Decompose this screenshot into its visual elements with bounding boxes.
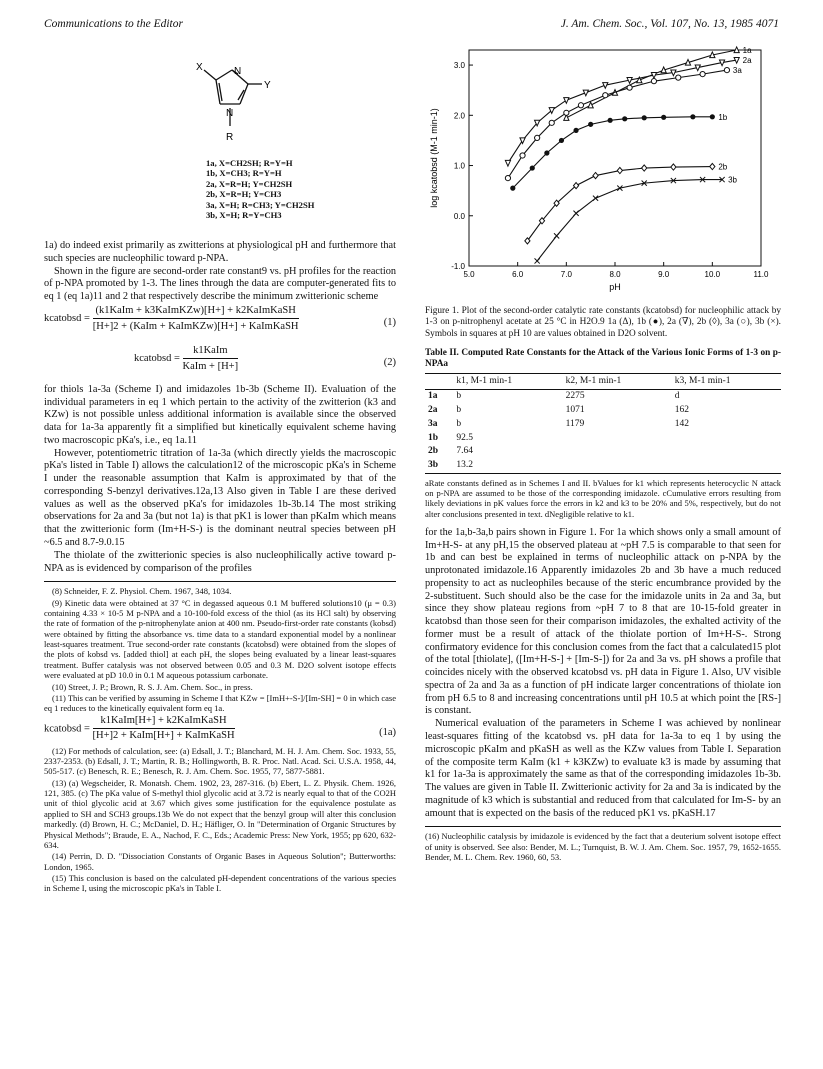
series-label-1a: 1a [742, 46, 752, 55]
data-point-1b [544, 150, 549, 155]
imidazole-structure [44, 40, 396, 240]
data-point-1a [661, 67, 666, 73]
data-point-2a [627, 78, 632, 84]
data-point-1b [530, 165, 535, 170]
data-point-3a [676, 75, 681, 80]
equation-1-fraction [93, 304, 299, 333]
right-column [425, 40, 781, 862]
data-point-1b [642, 115, 647, 120]
footnotes-left [44, 581, 396, 893]
data-point-1b [690, 114, 695, 119]
data-point-3a [535, 135, 540, 140]
x-tick-label: 7.0 [560, 270, 572, 279]
table-cell: 2a [428, 405, 438, 416]
data-point-2a [564, 98, 569, 104]
eq1-denominator: [H+]2 + (KaIm + KaImKZw)[H+] + KaImKaSH [92, 320, 299, 332]
data-point-3b [593, 196, 598, 201]
data-point-3a [700, 72, 705, 77]
imidazole-ring-drawing [174, 48, 294, 156]
paragraph: The thiolate of the zwitterionic species is also nucleophilically active toward p-NPA as is evidenced by comparison of the profiles [44, 549, 396, 574]
table-row [425, 404, 781, 418]
data-point-2a [603, 83, 608, 89]
atom-y: Y [264, 80, 271, 91]
data-point-3a [520, 153, 525, 158]
data-point-3a [578, 103, 583, 108]
x-tick-label: 5.0 [463, 270, 475, 279]
compound-list [206, 158, 314, 221]
data-point-2b [710, 163, 715, 169]
data-point-1b [588, 122, 593, 127]
reference-8: (8) Schneider, F. Z. Physiol. Chem. 1967, 348, 1034. [52, 586, 232, 597]
footnotes-right [425, 826, 781, 862]
equation-1a-fraction [93, 715, 235, 744]
data-point-2b [642, 165, 647, 171]
rate-constants-table [425, 373, 781, 474]
data-point-2a [719, 60, 724, 66]
table-cell [563, 432, 672, 446]
table-header: k1, M-1 min-1 [453, 373, 562, 390]
atom-n1: N [226, 108, 234, 119]
kcat-label: kcatobsd = [44, 312, 90, 324]
table-cell: d [674, 391, 680, 402]
paragraph: for the 1a,b-3a,b pairs shown in Figure 1. For 1a which shows only a small amount of Im+H-S- at any pH,15 the observed plateau at ~pH 7.5 is comparable to that seen for 1b and can best be explained in terms of nucleophilic attack on p-NPA by the unprotonated imidazole.16 Apparently imidazoles 2b and 3b have a much reduced propensity to act as nucleophiles because of the steric encumbrance provided by the 2-substituent. Such should also be the case for the imidazole units in 2a and 3a, but since they show plateau regions from ~pH 7 to 8 that are 10-15-fold greater in kcatobsd than those seen for their comparison imidazoles, the exhalted activity of the former must be a result of attack of the thiolate portion of Im+H-S-. Strong confirmatory evidence for this conclusion comes from the fact that a calculated15 plot of the total [thiolate], ([Im+H-S-] + [Im-S-]) for 2a and 3a vs. pH shows a profile that coincides nicely with the observed kcatobsd vs. pH data in Figure 1. Also, UV visible spectra of 2a and 3a as a function of pH indicate larger concentrations of thiolate ion from pH 6.5 to 8 and increasing concentrations until pH 10.5 at which point the [RS-] is constant. [425, 526, 781, 717]
table-cell: 2275 [565, 391, 585, 402]
table-cell: 7.64 [456, 446, 474, 457]
data-point-1a [734, 47, 739, 53]
compound-3b: 3b, X=H; R=Y=CH3 [206, 210, 282, 221]
ph-rate-profile-chart [425, 40, 781, 302]
data-point-3a [564, 110, 569, 115]
data-point-1b [573, 128, 578, 133]
table-cell: 2b [428, 446, 439, 457]
eq1-number: (1) [383, 316, 396, 328]
table-cell [672, 459, 781, 473]
table-cell: 13.2 [453, 459, 562, 473]
table-row [425, 390, 781, 404]
table-header: k3, M-1 min-1 [672, 373, 781, 390]
series-line-3a [508, 70, 727, 178]
paragraph: Numerical evaluation of the parameters in Scheme I was achieved by nonlinear least-squares fitting of the kcatobsd vs. pH data for 1a-3a to eq 1 by using the microscopic pKaIm and pKaSH as well as the KZw values from Table I. Separation of the composite term KaIm (k1 + k3KZw) to evaluate k3 is made by assuming that k1 for 1a-3a is approximately the same as that of the corresponding imidazoles 1b-3b. The values are given in Table II. Zwitterionic activity for 2a and 3a is indicated by the magnitude of k3 which is substantial and reduced from that calculated for Im-S- by an amount that is expected on the basis of the reduced pK1 vs. pKaSH.17 [425, 718, 781, 819]
data-point-2b [671, 164, 676, 170]
x-tick-label: 9.0 [658, 270, 670, 279]
table-cell: 1071 [565, 405, 585, 416]
x-tick-label: 11.0 [753, 270, 769, 279]
data-point-2a [671, 70, 676, 76]
equation-2-fraction [183, 344, 239, 373]
x-axis-label: pH [609, 282, 621, 292]
data-point-1a [710, 52, 715, 58]
atom-n3: N [234, 66, 242, 77]
eq1-numerator: (k1KaIm + k3KaImKZw)[H+] + k2KaImKaSH [93, 304, 299, 319]
table-cell: b [456, 405, 462, 416]
compound-3a: 3a, X=H; R=CH3; Y=CH2SH [206, 199, 315, 210]
reference-9: (9) Kinetic data were obtained at 37 °C in degassed aqueous 0.1 M buffered solutions10 (μ = 0.3) containing 4.33 × 10-5 M p-NPA and a 10-100-fold excess of the thiol (as its HCl salt) by observing the rate of formation of the p-nitrophenylate anion at 400 nm. Pseudo-first-order rate constants (kobsd) were obtained by fitting the absorbance vs. time data to a standard exponential model by a nonlinear least-squares treatment. True second-order rate constants (kcatobsd) were obtained from the slopes of the plots of kobsd vs. [added thiol] at each pH, the slopes being evaluated by a linear least-squares treatment. Buffer catalysis was not observed between 0.05 and 0.3 M. D2O solvent isotope effects were evaluated at pD 10.0 in 0.1 M aqueous potassium carbonate. [44, 597, 396, 681]
data-point-1b [710, 114, 715, 119]
data-point-3a [724, 67, 729, 72]
reference-11: (11) This can be verified by assuming in Scheme I that KZw = [ImH+-S-]/[Im-SH] = 0 in which case eq 1 reduces to the kinetically equivalent form eq 1a. [44, 692, 396, 714]
series-line-1b [513, 117, 713, 188]
table-row [425, 432, 781, 446]
atom-x: X [196, 62, 203, 73]
data-point-1b [608, 118, 613, 123]
equation-2 [44, 344, 396, 384]
table-cell: 142 [674, 418, 690, 429]
data-point-2b [617, 167, 622, 173]
table-header [425, 373, 453, 390]
table-footnote: aRate constants defined as in Schemes I and II. bValues for k1 which represents heterocyclic N attack on p-NPA are assumed to be those of the corresponding imidazole. cCumulative errors resulting from likely deviations in pK values force the errors in k2 and k3 to be 20% and 5%, respectively, but do not alter conclusions presented in text. dNegligible relative to k1. [425, 478, 781, 519]
data-point-3a [505, 175, 510, 180]
table-cell: 1b [428, 432, 439, 443]
data-point-2a [505, 160, 510, 166]
paragraph: However, potentiometric titration of 1a-3a (which directly yields the macroscopic pKa's listed in Table I) allows the calculation12 of the microscopic pKa's in Scheme I under the reasonable assumption that KaIm is approximated by that of the corresponding S-benzyl derivatives.12a,13 Also given in Table I are these derived values as well as the observed pKa's for imidazoles 1b-3b.14 The most striking observations for 2a and 3a (but not 1a) is that pK1 is lower than pKaIm which means that the zwitterionic form (Im+H-S-) is the dominant neutral species between pH ~6.5 and 8.7-9.0.15 [44, 447, 396, 549]
figure-1 [425, 40, 781, 302]
table-cell: b [456, 418, 462, 429]
series-label-2a: 2a [742, 56, 752, 66]
reference-10: (10) Street, J. P.; Brown, R. S. J. Am. Chem. Soc., in press. [52, 681, 253, 692]
eq1a-number: (1a) [379, 726, 396, 738]
paragraph: for thiols 1a-3a (Scheme I) and imidazoles 1b-3b (Scheme II). Evaluation of the individual parameters in eq 1 which pertain to the activity of the zwitterion (k3 and KZw) is not possible unless additional information is available since the observed data for 1a-3a apparently fit a simplified but kinetically equivalent scheme having two macroscopic pKa's, i.e., eq 1a.11 [44, 383, 396, 446]
series-line-3b [537, 180, 722, 261]
table-cell: b [456, 391, 462, 402]
data-point-1a [588, 102, 593, 108]
data-point-3a [651, 79, 656, 84]
data-point-3a [549, 120, 554, 125]
table-cell: 92.5 [456, 432, 474, 443]
reference-16: (16) Nucleophilic catalysis by imidazole is evidenced by the fact that a deuterium solvent isotope effect of unity is observed. See also: Bender, M. L.; Turnquist, B. W. J. Am. Chem. Soc. 1957, 79, 1652-1655. Bender, M. L. Chem. Rev. 1960, 60, 53. [425, 831, 781, 863]
eq1a-denominator: [H+]2 + KaIm[H+] + KaImKaSH [92, 730, 235, 742]
table-cell: 3b [425, 459, 453, 473]
running-header-left: Communications to the Editor [44, 18, 183, 30]
running-header-right: J. Am. Chem. Soc., Vol. 107, No. 13, 1985 4071 [560, 18, 779, 30]
reference-13: (13) (a) Wegscheider, R. Monatsh. Chem. 1902, 23, 287-316. (b) Ebert, L. Z. Physik. Chem. 1926, 121, 385. (c) The pKa value of S-methyl thiol glycolic acid at 3.72 is nearly equal to that of the CO2H unit of thiol glycolic acid at 3.67 which gives some justification for the equivalence postulate as applied to SH and SCH3 groups.13b We do not expect that the benzyl group will alter this conclusion markedly. (d) Brown, H. C.; McDaniel, D. H.; Häfliger, O. In "Determination of Organic Structures by Physical Methods"; Braude, E. A., Nachod, F. C., Eds.; Academic Press: New York, 1955; pp 620, 632-634. [44, 777, 396, 850]
table-cell [672, 432, 781, 446]
compound-2b: 2b, X=R=H; Y=CH3 [206, 189, 282, 200]
y-tick-label: 2.0 [453, 111, 465, 121]
data-point-3b [554, 233, 559, 238]
reference-15: (15) This conclusion is based on the calculated pH-dependent concentrations of the various species in Scheme I, using the microscopic pKa's in Table I. [44, 872, 396, 894]
y-axis-label: log kcatobsd (M-1 min-1) [429, 108, 439, 208]
y-tick-label: -1.0 [451, 262, 465, 271]
series-label-1b: 1b [718, 112, 728, 122]
atom-r: R [226, 132, 234, 143]
data-point-1b [510, 186, 515, 191]
data-point-2a [734, 57, 739, 63]
kcat-label: kcatobsd = [44, 723, 90, 735]
table-cell [563, 459, 672, 473]
y-tick-label: 1.0 [453, 161, 465, 171]
eq2-numerator: k1KaIm [183, 344, 239, 359]
table-row [425, 445, 781, 459]
left-column [44, 40, 396, 895]
table-cell: 162 [674, 405, 690, 416]
compound-2a: 2a, X=R=H; Y=CH2SH [206, 178, 293, 189]
y-tick-label: 0.0 [453, 211, 465, 221]
eq1a-numerator: k1KaIm[H+] + k2KaImKaSH [93, 715, 235, 730]
data-point-3a [627, 85, 632, 90]
table-row [425, 459, 781, 473]
data-point-2b [593, 172, 598, 178]
series-label-3a: 3a [732, 66, 742, 76]
table-cell: 3a [428, 418, 438, 429]
table-title: Table II. Computed Rate Constants for the Attack of the Various Ionic Forms of 1-3 on p-NPAa [425, 347, 781, 370]
eq2-denominator: KaIm + [H+] [182, 360, 239, 372]
data-point-1b [661, 115, 666, 120]
data-point-2a [583, 90, 588, 96]
data-point-2a [651, 73, 656, 79]
compound-1b: 1b, X=CH3; R=Y=H [206, 168, 282, 179]
y-tick-label: 3.0 [453, 61, 465, 71]
table-cell: 1a [428, 391, 438, 402]
table-header: k2, M-1 min-1 [563, 373, 672, 390]
data-point-1b [622, 116, 627, 121]
table-cell [672, 445, 781, 459]
data-point-2a [695, 65, 700, 71]
table-row [425, 418, 781, 432]
reference-14: (14) Perrin, D. D. "Dissociation Constants of Organic Bases in Aqueous Solution"; Butterworths: London, 1965. [44, 851, 396, 872]
compound-1a: 1a, X=CH2SH; R=Y=H [206, 158, 293, 168]
table-header-row [425, 373, 781, 390]
data-point-1b [559, 138, 564, 143]
equation-1a [44, 715, 396, 745]
table-cell [563, 445, 672, 459]
series-label-2b: 2b [718, 162, 728, 172]
eq2-number: (2) [383, 356, 396, 368]
kcat-label: kcatobsd = [134, 352, 180, 364]
data-point-3b [535, 258, 540, 263]
reference-12: (12) For methods of calculation, see: (a) Edsall, J. T.; Blanchard, M. H. J. Am. Chem. Soc. 1933, 55, 2337-2353. (b) Edsall, J. T.; Martin, R. B.; Hollingworth, B. R. Proc. Natl. Acad. Sci. U.S.A. 1958, 44, 505-517. (c) Benesch, R. E.; Benesch, R. J. Am. Chem. Soc. 1955, 77, 5877-5881. [44, 745, 396, 777]
data-point-3a [603, 93, 608, 98]
paragraph: Shown in the figure are second-order rate constant9 vs. pH profiles for the reaction of p-NPA promoted by 1-3. The lines through the data are computer-generated fits to eq 1 (eq 1a)11 and 2 that respectively describe the minimum zwitterionic scheme [44, 265, 396, 303]
table-cell: 1179 [565, 418, 585, 429]
equation-1 [44, 304, 396, 344]
paragraph: 1a) do indeed exist primarily as zwitterions at physiological pH and furthermore that such species are nucleophilic toward p-NPA. [44, 240, 396, 264]
x-tick-label: 8.0 [609, 270, 621, 279]
x-tick-label: 10.0 [704, 270, 721, 279]
figure-caption: Figure 1. Plot of the second-order catalytic rate constants (kcatobsd) for nucleophilic attack by 1-3 on p-nitrophenyl acetate at 25 °C in H2O.9 1a (Δ), 1b (●), 2a (∇), 2b (◊), 3a (○), 3b (×). Symbols in squares at pH 10 are values obtained in D2O solvent. [425, 306, 781, 339]
data-point-1a [685, 59, 690, 65]
data-point-3b [573, 211, 578, 216]
plot-frame [469, 50, 761, 266]
x-tick-label: 6.0 [512, 270, 524, 279]
series-label-3b: 3b [728, 175, 737, 185]
